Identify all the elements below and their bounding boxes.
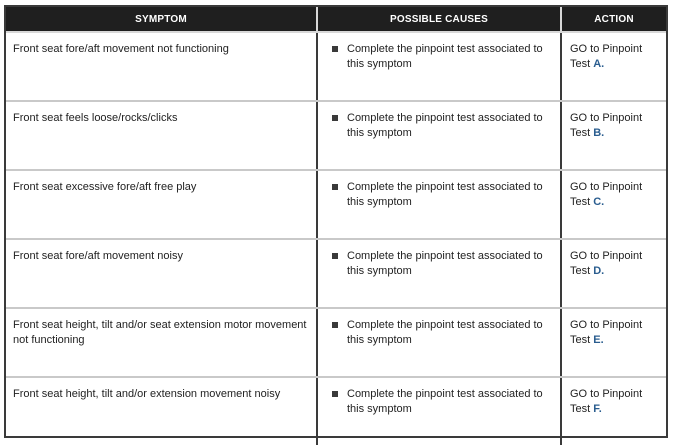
action-cell <box>561 377 666 445</box>
action-text: GO to Pinpoint Test <box>570 250 643 277</box>
pinpoint-test-link-b[interactable]: B. <box>593 127 605 139</box>
action-cell <box>561 101 666 170</box>
cause-text: Complete the pinpoint test associated to this symptom <box>347 250 543 277</box>
square-bullet-icon <box>332 115 338 121</box>
symptom-cell <box>6 308 317 377</box>
symptom-cell <box>6 377 317 445</box>
symptom-text: Front seat height, tilt and/or extension movement noisy <box>13 388 281 400</box>
action-text: GO to Pinpoint Test <box>570 388 643 415</box>
pinpoint-test-link-c[interactable]: C. <box>593 196 605 208</box>
square-bullet-icon <box>332 184 338 190</box>
cause-text: Complete the pinpoint test associated to this symptom <box>347 319 543 346</box>
action-text: GO to Pinpoint Test <box>570 181 643 208</box>
table-header-row <box>6 7 666 32</box>
cause-text: Complete the pinpoint test associated to this symptom <box>347 112 543 139</box>
action-cell <box>561 308 666 377</box>
table-row <box>6 32 666 101</box>
pinpoint-test-link-f[interactable]: F. <box>593 403 602 415</box>
square-bullet-icon <box>332 46 338 52</box>
symptom-text: Front seat height, tilt and/or seat extension motor movement not functioning <box>13 319 307 346</box>
action-text: GO to Pinpoint Test <box>570 112 643 139</box>
symptom-cell <box>6 239 317 308</box>
action-text: GO to Pinpoint Test <box>570 319 643 346</box>
column-header-action: ACTION <box>561 7 666 32</box>
table-body <box>6 32 666 445</box>
possible-cause-cell <box>317 308 561 377</box>
table-row <box>6 377 666 445</box>
cause-list-item <box>325 180 552 210</box>
table-row <box>6 101 666 170</box>
symptom-chart-table <box>6 7 666 445</box>
cause-list-item <box>325 318 552 348</box>
cause-text: Complete the pinpoint test associated to this symptom <box>347 43 543 70</box>
cause-text: Complete the pinpoint test associated to this symptom <box>347 388 543 415</box>
possible-cause-cell <box>317 377 561 445</box>
action-cell <box>561 170 666 239</box>
cause-list-item <box>325 387 552 417</box>
action-text: GO to Pinpoint Test <box>570 43 643 70</box>
action-cell <box>561 239 666 308</box>
symptom-text: Front seat feels loose/rocks/clicks <box>13 112 178 124</box>
column-header-possible-causes: POSSIBLE CAUSES <box>317 7 561 32</box>
table-row <box>6 308 666 377</box>
symptom-chart-table-container <box>4 5 668 438</box>
symptom-cell <box>6 101 317 170</box>
cause-list-item <box>325 249 552 279</box>
cause-list-item <box>325 42 552 72</box>
square-bullet-icon <box>332 322 338 328</box>
square-bullet-icon <box>332 391 338 397</box>
cause-text: Complete the pinpoint test associated to this symptom <box>347 181 543 208</box>
column-header-symptom: SYMPTOM <box>6 7 317 32</box>
pinpoint-test-link-e[interactable]: E. <box>593 334 604 346</box>
possible-cause-cell <box>317 170 561 239</box>
symptom-text: Front seat excessive fore/aft free play <box>13 181 197 193</box>
possible-cause-cell <box>317 101 561 170</box>
action-cell <box>561 32 666 101</box>
symptom-text: Front seat fore/aft movement not functioning <box>13 43 229 55</box>
table-row <box>6 170 666 239</box>
cause-list-item <box>325 111 552 141</box>
symptom-cell <box>6 170 317 239</box>
table-row <box>6 239 666 308</box>
pinpoint-test-link-d[interactable]: D. <box>593 265 605 277</box>
symptom-text: Front seat fore/aft movement noisy <box>13 250 183 262</box>
pinpoint-test-link-a[interactable]: A. <box>593 58 605 70</box>
possible-cause-cell <box>317 32 561 101</box>
symptom-cell <box>6 32 317 101</box>
possible-cause-cell <box>317 239 561 308</box>
square-bullet-icon <box>332 253 338 259</box>
